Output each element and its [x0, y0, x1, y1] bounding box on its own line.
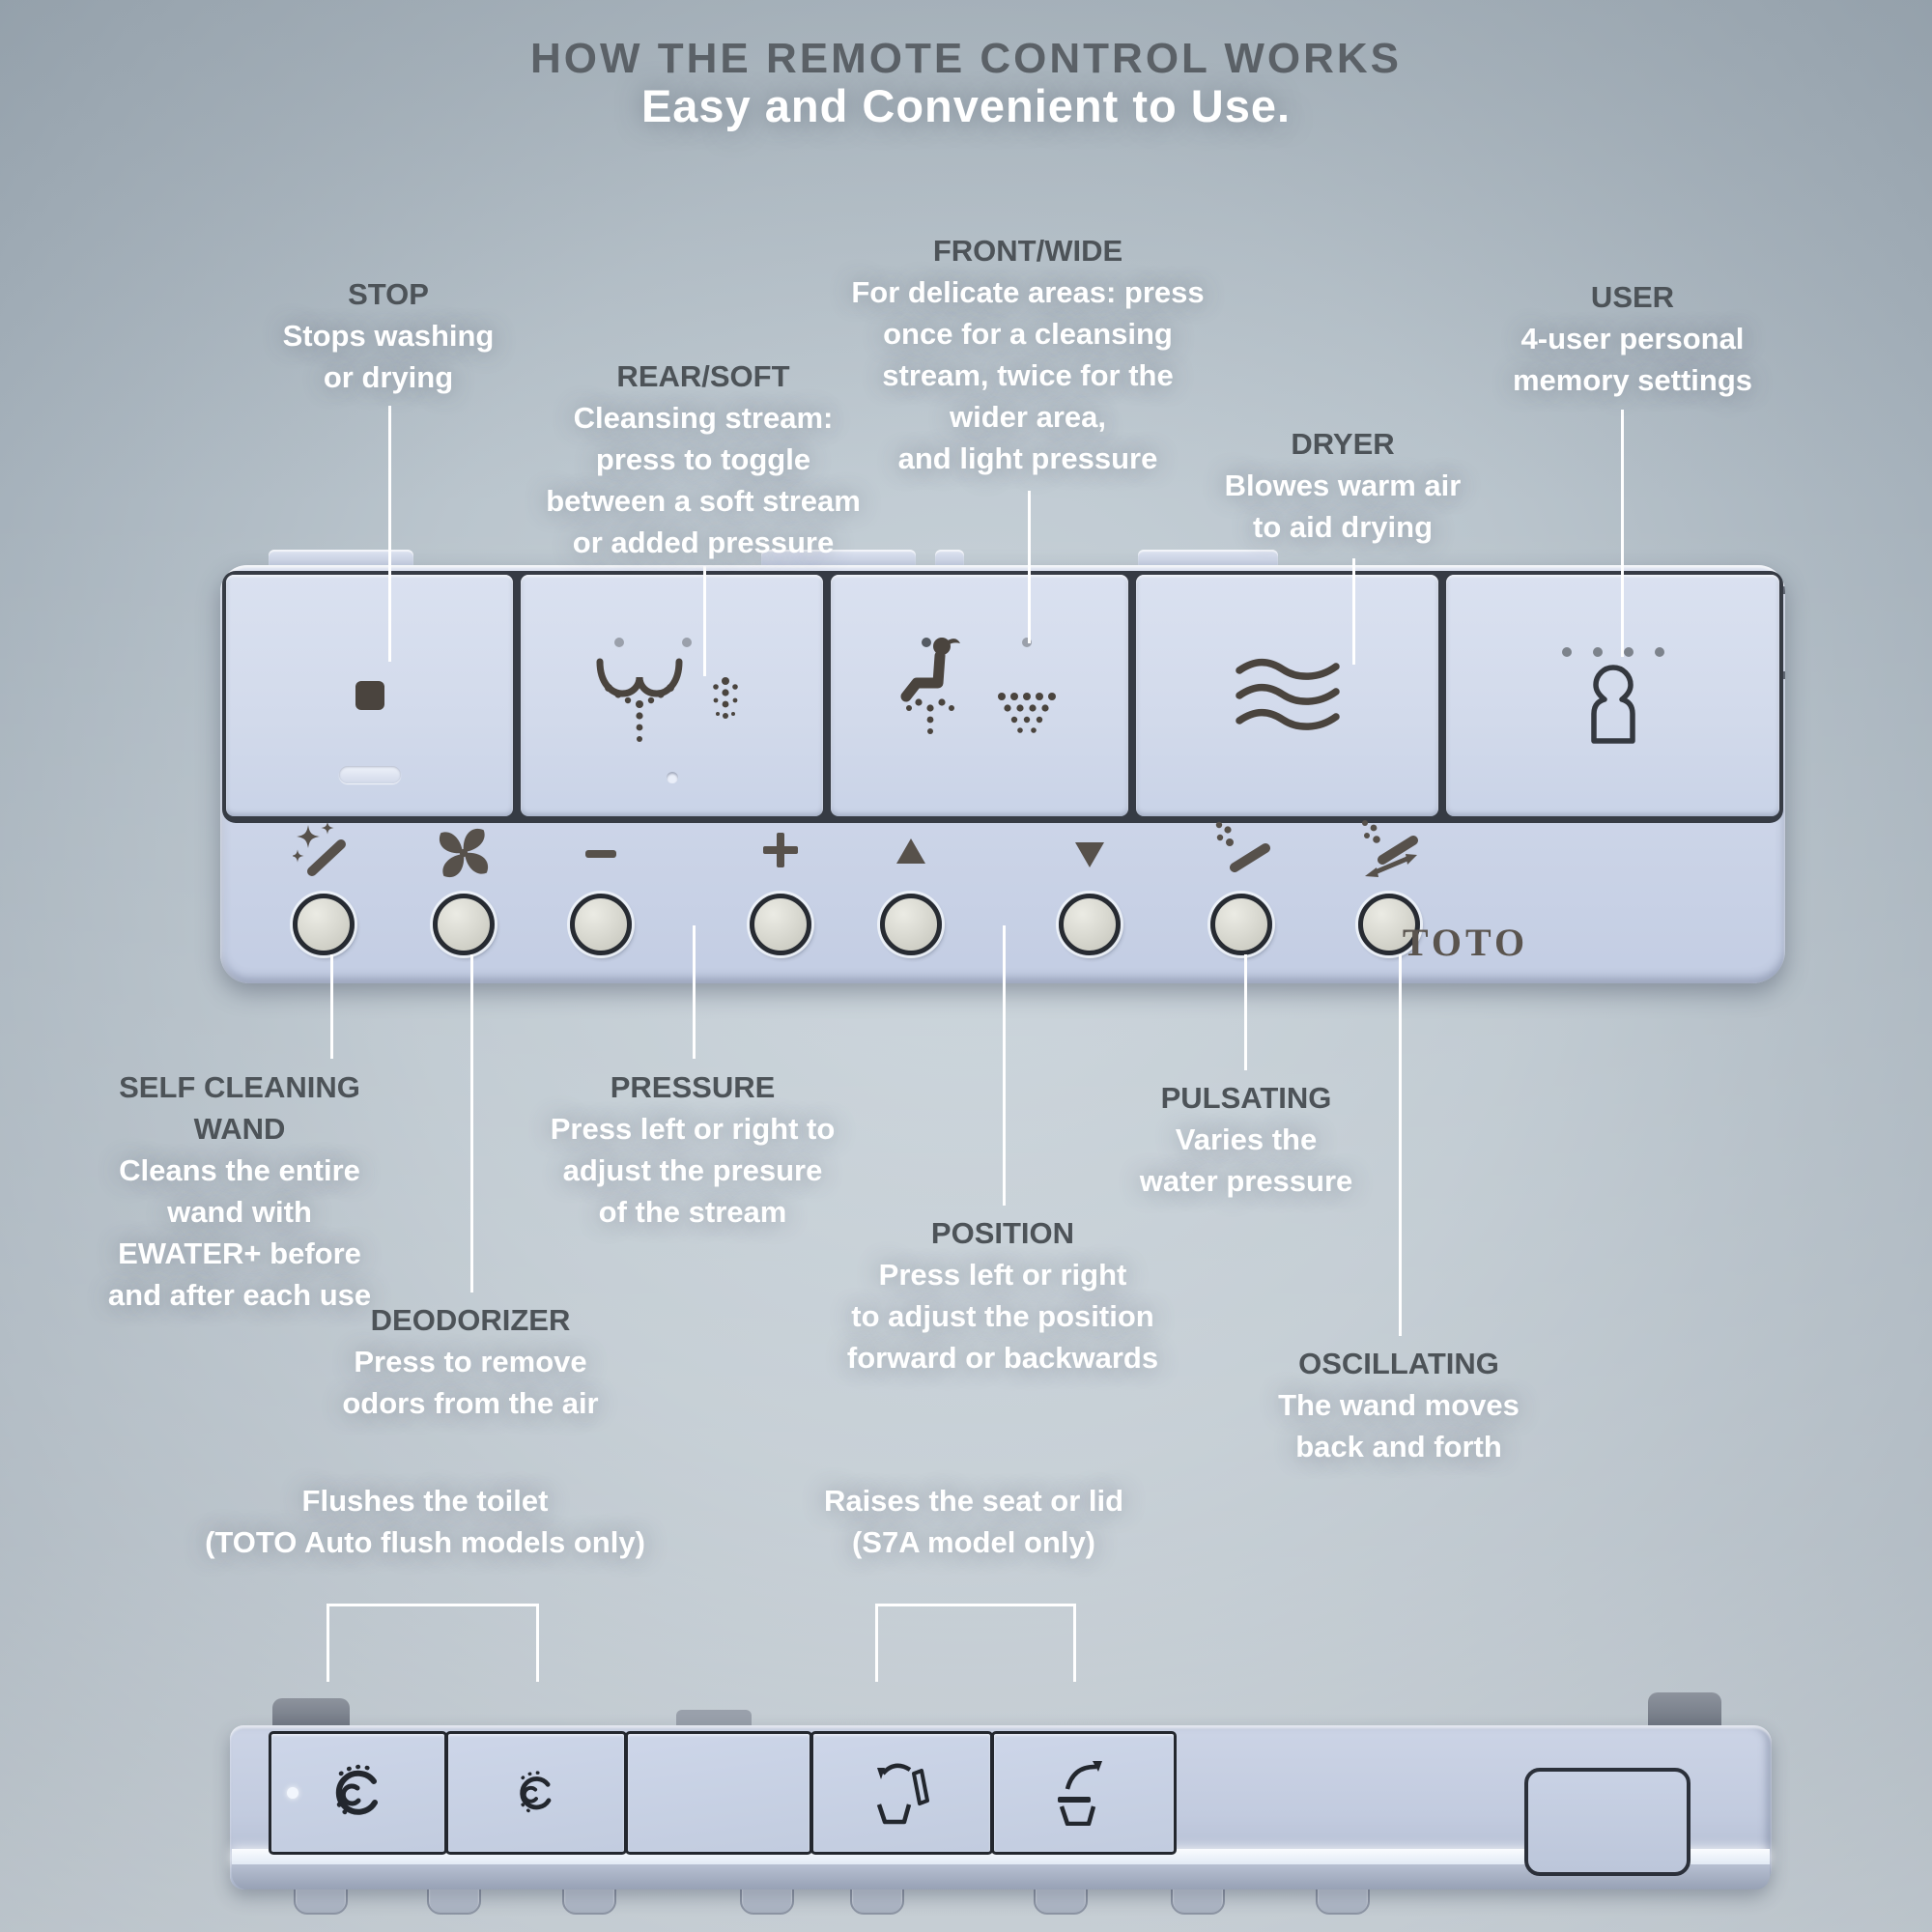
- position-forward-button[interactable]: [880, 894, 942, 955]
- callout-position: POSITION Press left or right to adjust the position forward or backwards: [846, 1216, 1159, 1375]
- page-subtitle: Easy and Convenient to Use.: [640, 80, 1292, 131]
- rear-soft-icon: [590, 633, 754, 758]
- callout-line-rear-soft: [703, 566, 706, 676]
- pressure-minus-icon: [572, 829, 630, 884]
- side-knob-right: [1648, 1692, 1721, 1729]
- callout-front-wide: FRONT/WIDE For delicate areas: press once for a cleansing stream, twice for the wider area, and light pressure: [851, 234, 1205, 475]
- blank-edge-button[interactable]: [625, 1731, 812, 1855]
- flush-full-button[interactable]: [269, 1731, 447, 1855]
- stop-icon: [351, 676, 389, 715]
- self-cleaning-wand-button[interactable]: [293, 894, 355, 955]
- lid-raise-button[interactable]: [991, 1731, 1177, 1855]
- callout-seat: Raises the seat or lid (S7A model only): [823, 1484, 1124, 1559]
- callout-stop: STOP Stops washing or drying: [282, 277, 495, 394]
- position-backward-icon: [1061, 827, 1119, 884]
- pressure-plus-button[interactable]: [750, 894, 811, 955]
- callout-dryer: DRYER Blowes warm air to aid drying: [1224, 427, 1462, 544]
- callout-deodorizer: DEODORIZER Press to remove odors from the air: [342, 1303, 599, 1420]
- edge-sensor-panel: [1524, 1768, 1690, 1876]
- rear-soft-button[interactable]: [521, 575, 823, 816]
- callout-line-front-wide: [1028, 491, 1031, 643]
- position-forward-icon: [882, 827, 940, 884]
- callout-pulsating: PULSATING Varies the water pressure: [1139, 1081, 1353, 1198]
- page-title: HOW THE REMOTE CONTROL WORKS: [529, 35, 1403, 82]
- self-cleaning-wand-icon: [293, 823, 355, 888]
- flush-bracket: [327, 1604, 539, 1682]
- user-button[interactable]: [1446, 575, 1779, 816]
- pressure-plus-icon: [752, 821, 810, 884]
- flush-led-dot: [287, 1787, 298, 1799]
- position-backward-button[interactable]: [1059, 894, 1121, 955]
- callout-line-oscillating: [1399, 954, 1402, 1336]
- callout-line-position: [1003, 925, 1006, 1206]
- rear-soft-indicator-dot: [667, 772, 678, 783]
- deodorizer-icon: [434, 823, 494, 888]
- oscillating-icon: [1355, 817, 1423, 886]
- callout-line-user: [1621, 410, 1624, 657]
- pressure-minus-button[interactable]: [570, 894, 632, 955]
- callout-line-dryer: [1352, 558, 1355, 665]
- pulsating-icon: [1209, 817, 1273, 884]
- user-icon: [1541, 642, 1686, 749]
- callout-self-cleaning-wand: SELF CLEANING WAND Cleans the entire wand with EWATER+ before and after each use: [107, 1070, 372, 1312]
- callout-oscillating: OSCILLATING The wand moves back and forth: [1278, 1347, 1520, 1463]
- deodorizer-button[interactable]: [433, 894, 495, 955]
- lid-raise-icon: [1054, 1760, 1114, 1826]
- callout-line-pulsating: [1244, 954, 1247, 1070]
- callout-line-self-cleaning-wand: [330, 954, 333, 1059]
- callout-flush: Flushes the toilet (TOTO Auto flush models only): [205, 1484, 645, 1559]
- callout-line-pressure: [693, 925, 696, 1059]
- seat-raise-icon: [873, 1760, 931, 1826]
- toto-logo: TOTO: [1402, 921, 1529, 964]
- pulsating-button[interactable]: [1210, 894, 1272, 955]
- dryer-icon: [1234, 658, 1342, 733]
- flush-light-icon: [511, 1768, 561, 1818]
- front-wide-icon: [897, 633, 1062, 758]
- flush-full-icon: [329, 1764, 387, 1822]
- callout-rear-soft: REAR/SOFT Cleansing stream: press to toggle between a soft stream or added pressure: [546, 359, 861, 559]
- stop-button[interactable]: [226, 575, 513, 816]
- stop-indicator-pill: [339, 766, 401, 783]
- callout-pressure: PRESSURE Press left or right to adjust the presure of the stream: [550, 1070, 836, 1229]
- callout-line-deodorizer: [470, 954, 473, 1293]
- dryer-button[interactable]: [1136, 575, 1438, 816]
- seat-raise-button[interactable]: [810, 1731, 993, 1855]
- seat-bracket: [875, 1604, 1076, 1682]
- callout-user: USER 4-user personal memory settings: [1512, 280, 1753, 397]
- callout-line-stop: [388, 406, 391, 662]
- front-wide-button[interactable]: [831, 575, 1128, 816]
- flush-light-button[interactable]: [445, 1731, 627, 1855]
